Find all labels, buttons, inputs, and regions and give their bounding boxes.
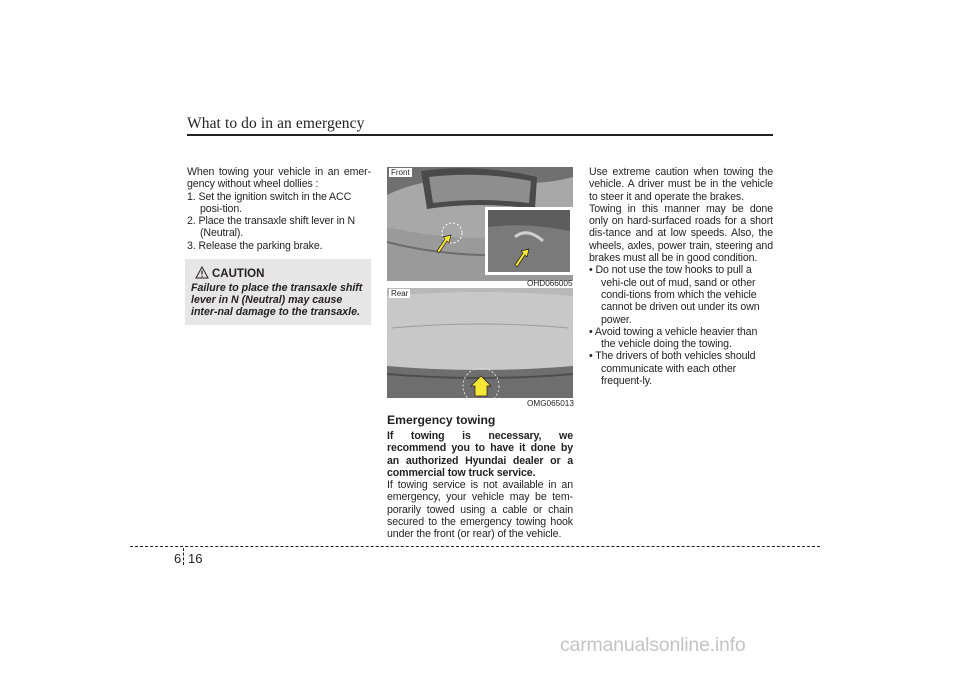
chapter-number: 6 (174, 551, 182, 566)
section-title: Emergency towing (387, 413, 496, 427)
page-header-title: What to do in an emergency (187, 115, 365, 132)
step-3: 3. Release the parking brake. (187, 239, 323, 252)
right-column (589, 166, 773, 387)
bullet-item: • The drivers of both vehicles should communicate with each other frequent-ly. (589, 350, 756, 388)
rear-tow-hook-figure (387, 288, 573, 398)
rear-bumper-illustration (387, 288, 573, 398)
caution-title: CAUTION (212, 268, 265, 280)
caution-towing-text: Use extreme caution when towing the vehicle. A driver must be in the vehicle to steer it and operate the brakes. (589, 166, 773, 203)
rear-figure-code: OMG065013 (527, 399, 574, 408)
watermark: carmanualsonline.info (560, 634, 746, 656)
footer-divider (183, 548, 184, 565)
warning-icon (195, 266, 209, 279)
middle-column-text (387, 430, 573, 541)
left-column (187, 166, 371, 252)
footer-rule (130, 546, 820, 547)
road-conditions-text: Towing in this manner may be done only on hard-surfaced roads for a short dis-tance and at low speeds. Also, the wheels, axles, power train, steering and brakes must all be in good condition. (589, 202, 773, 265)
page-number: 16 (188, 551, 203, 566)
front-figure-label: Front (391, 168, 410, 177)
step-1: 1. Set the ignition switch in the ACC posi-tion. (187, 190, 352, 215)
header-rule (187, 134, 773, 136)
caution-text: Failure to place the transaxle shift lever in N (Neutral) may cause inter-nal damage to the transaxle. (191, 282, 363, 319)
step-2: 2. Place the transaxle shift lever in N (Neutral). (187, 215, 356, 240)
front-tow-hook-figure (387, 167, 573, 281)
rear-figure-label: Rear (391, 289, 409, 298)
towing-service-text: If towing service is not available in an emergency, your vehicle may be tem-porarily towed using a cable or chain secured to the emergency towing hook under the front (or rear) of the vehicle. (387, 479, 573, 541)
bullet-item: • Avoid towing a vehicle heavier than the vehicle doing the towing. (589, 325, 758, 351)
bullet-item: • Do not use the tow hooks to pull a vehi-cle out of mud, sand or other condi-tions from which the vehicle cannot be driven out under its own power. (589, 264, 760, 326)
intro-text: When towing your vehicle in an emer-gency without wheel dollies : (187, 166, 371, 191)
front-figure-code: OHD066005 (527, 279, 573, 288)
front-bumper-illustration (387, 167, 573, 281)
recommendation-text: If towing is necessary, we recommend you to have it done by an authorized Hyundai dealer or a commercial tow truck service. (387, 430, 573, 479)
